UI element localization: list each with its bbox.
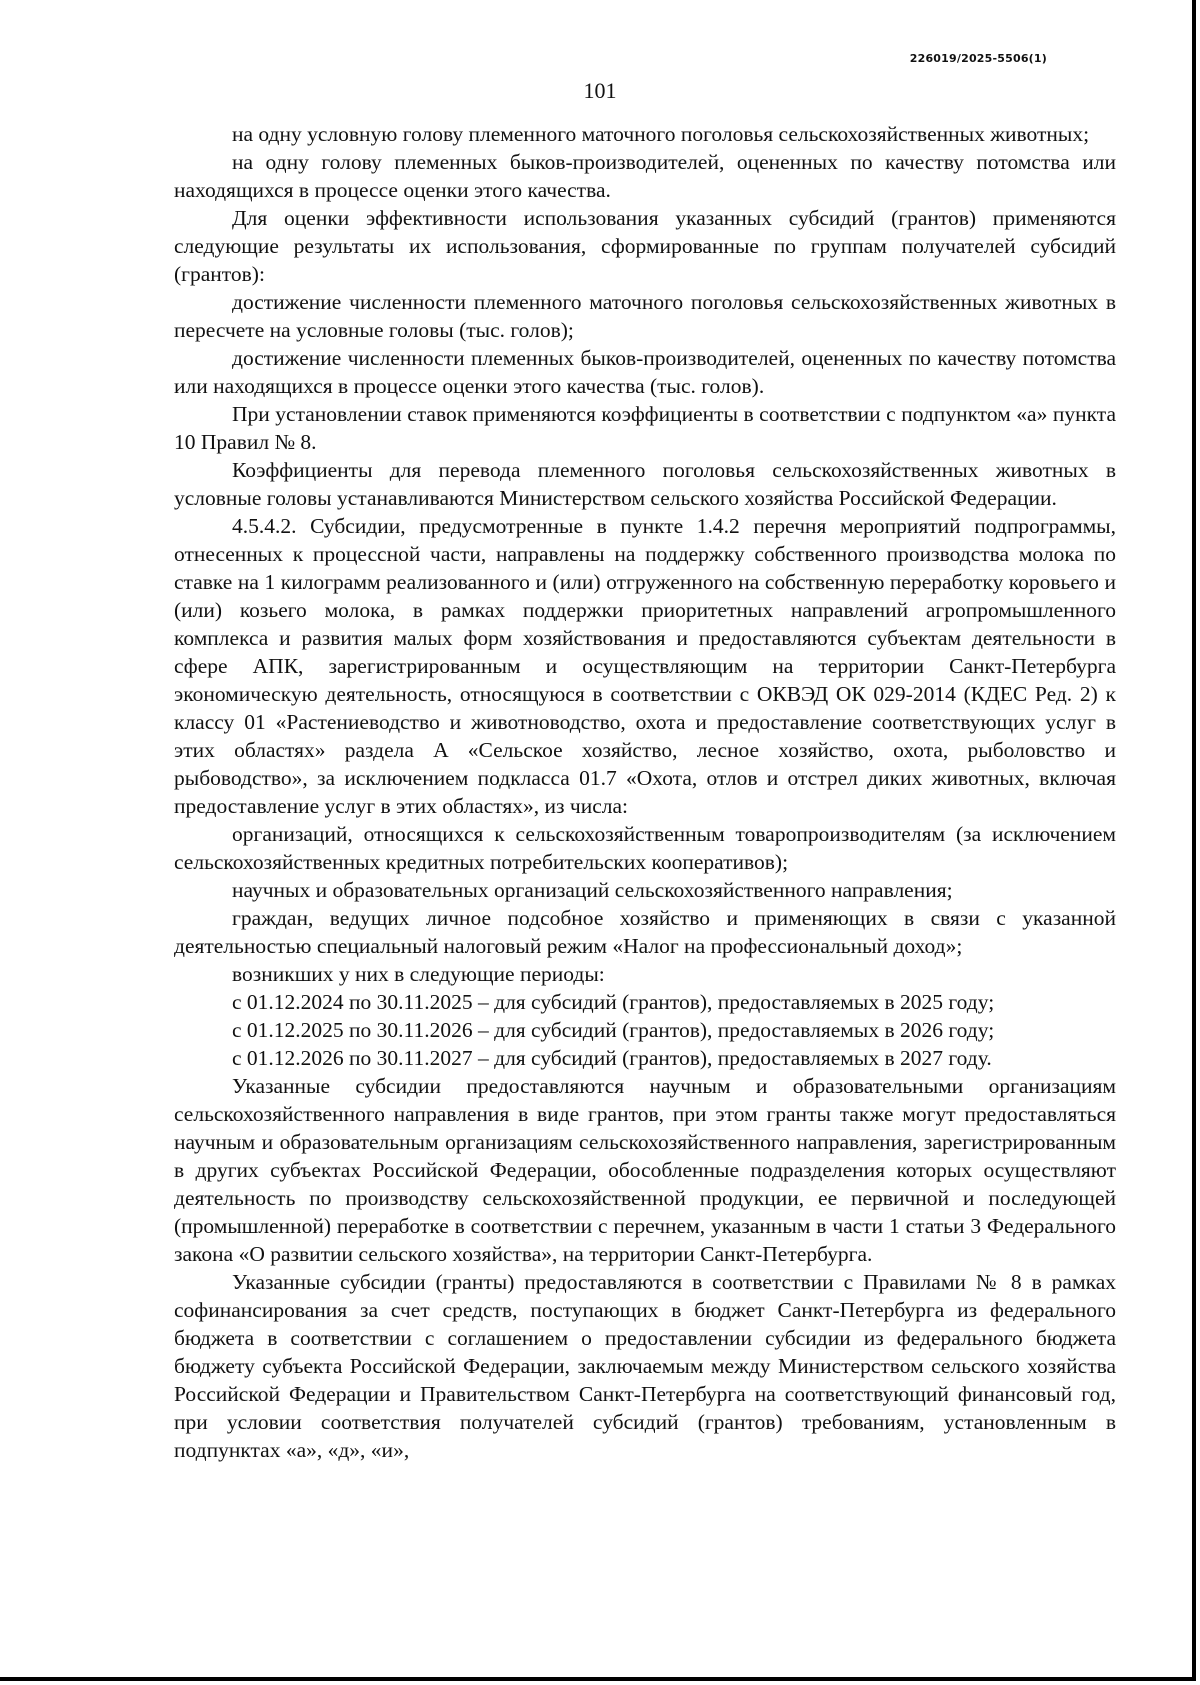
paragraph: Для оценки эффективности использования указанных субсидий (грантов) применяются следующие результаты их использования, сформированные по группам получателей субсидий (грантов): [174, 206, 1116, 286]
paragraph: достижение численности племенных быков-производителей, оцененных по качеству потомства или находящихся в процессе оценки этого качества (тыс. голов). [174, 346, 1116, 398]
paragraph: Указанные субсидии предоставляются научным и образовательными организациям сельскохозяйственного направления в виде грантов, при этом гранты также могут предоставляться научным и образовательным организациям сельскохозяйственного направления, зарегистрированным в других субъектах Российской Федерации, обособленные подразделения которых осуществляют деятельность по производству сельскохозяйственной продукции, ее первичной и последующей (промышленной) переработке в соответствии с перечнем, указанным в части 1 статьи 3 Федерального закона «О развитии сельского хозяйства», на территории Санкт-Петербурга. [174, 1074, 1116, 1266]
document-body [174, 120, 1116, 1464]
paragraph: 4.5.4.2. Субсидии, предусмотренные в пункте 1.4.2 перечня мероприятий подпрограммы, отнесенных к процессной части, направлены на поддержку собственного производства молока по ставке на 1 килограмм реализованного и (или) отгруженного на собственную переработку коровьего и (или) козьего молока, в рамках поддержки приоритетных направлений агропромышленного комплекса и развития малых форм хозяйствования и предоставляются субъектам деятельности в сфере АПК, зарегистрированным и осуществляющим на территории Санкт-Петербурга экономическую деятельность, относящуюся в соответствии с ОКВЭД ОК 029-2014 (КДЕС Ред. 2) к классу 01 «Растениеводство и животноводство, охота и предоставление соответствующих услуг в этих областях» раздела А «Сельское хозяйство, лесное хозяйство, охота, рыболовство и рыбоводство», за исключением подкласса 01.7 «Охота, отлов и отстрел диких животных, включая предоставление услуг в этих областях», из числа: [174, 514, 1116, 818]
paragraph: граждан, ведущих личное подсобное хозяйство и применяющих в связи с указанной деятельностью специальный налоговый режим «Налог на профессиональный доход»; [174, 906, 1116, 958]
paragraph: достижение численности племенного маточного поголовья сельскохозяйственных животных в пересчете на условные головы (тыс. голов); [174, 290, 1116, 342]
paragraph: возникших у них в следующие периоды: [232, 962, 605, 986]
paragraph: на одну условную голову племенного маточного поголовья сельскохозяйственных животных; [232, 122, 1090, 146]
paragraph: Указанные субсидии (гранты) предоставляются в соответствии с Правилами № 8 в рамках софинансирования за счет средств, поступающих в бюджет Санкт-Петербурга из федерального бюджета в соответствии с соглашением о предоставлении субсидии из федерального бюджета бюджету субъекта Российской Федерации, заключаемым между Министерством сельского хозяйства Российской Федерации и Правительством Санкт-Петербурга на соответствующий финансовый год, при условии соответствия получателей субсидий (грантов) требованиям, установленным в подпунктах «а», «д», «и», [174, 1270, 1116, 1462]
paragraph: Коэффициенты для перевода племенного поголовья сельскохозяйственных животных в условные головы устанавливаются Министерством сельского хозяйства Российской Федерации. [174, 458, 1116, 510]
paragraph: с 01.12.2024 по 30.11.2025 – для субсидий (грантов), предоставляемых в 2025 году; [232, 990, 995, 1014]
paragraph: При установлении ставок применяются коэффициенты в соответствии с подпунктом «а» пункта 10 Правил № 8. [174, 402, 1116, 454]
paragraph: с 01.12.2025 по 30.11.2026 – для субсидий (грантов), предоставляемых в 2026 году; [232, 1018, 995, 1042]
paragraph: на одну голову племенных быков-производителей, оцененных по качеству потомства или находящихся в процессе оценки этого качества. [174, 150, 1116, 202]
paragraph: научных и образовательных организаций сельскохозяйственного направления; [232, 878, 953, 902]
paragraph: организаций, относящихся к сельскохозяйственным товаропроизводителям (за исключением сельскохозяйственных кредитных потребительских кооперативов); [174, 822, 1116, 874]
paragraph: с 01.12.2026 по 30.11.2027 – для субсидий (грантов), предоставляемых в 2027 году. [232, 1046, 992, 1070]
document-registration-number: 226019/2025-5506(1) [909, 52, 1047, 65]
page-number: 101 [583, 78, 617, 103]
